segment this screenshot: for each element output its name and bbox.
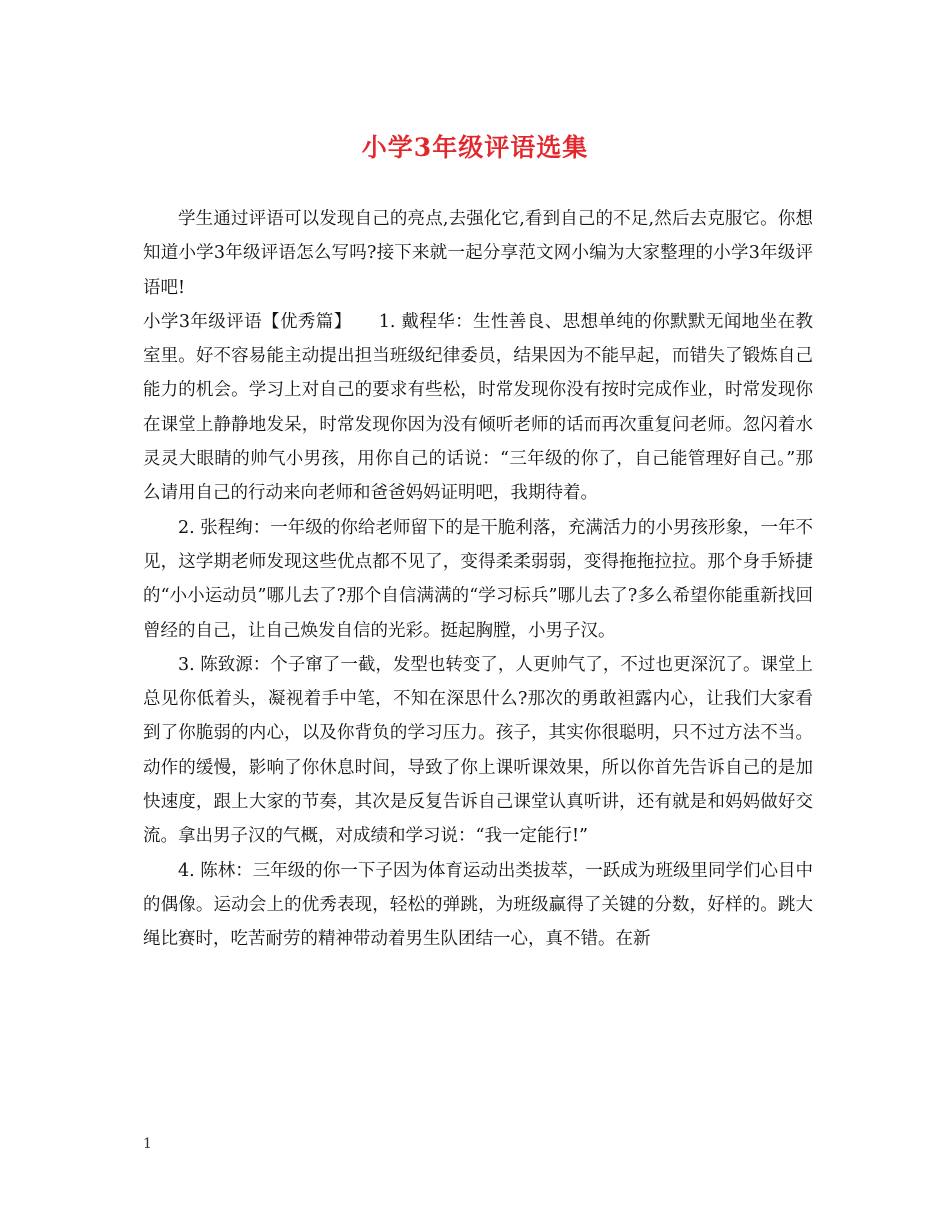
document-body <box>143 202 813 957</box>
section-heading: 小学3年级评语【优秀篇】 <box>143 311 343 332</box>
comment-entry-1: 1. 戴程华：生性善良、思想单纯的你默默无闻地坐在教室里。好不容易能主动提出担当班级纪律委员，结果因为不能早起，而错失了锻炼自己能力的机会。学习上对自己的要求有些松，时常发现你没有按时完成作业，时常发现你在课堂上静静地发呆，时常发现你因为没有倾听老师的话而再次重复问老师。忽闪着水灵灵大眼睛的帅气小男孩，用你自己的话说：“三年级的你了，自己能管理好自己。”那么请用自己的行动来向老师和爸爸妈妈证明吧，我期待着。 <box>143 311 814 504</box>
intro-paragraph: 学生通过评语可以发现自己的亮点,去强化它,看到自己的不足,然后去克服它。你想知道小学3年级评语怎么写吗?接下来就一起分享范文网小编为大家整理的小学3年级评语吧! <box>143 209 813 298</box>
section-spacer <box>343 312 379 332</box>
page-number: 1 <box>143 1136 152 1152</box>
section-1-paragraph <box>143 305 813 511</box>
comment-entry-3: 3. 陈致源：个子窜了一截，发型也转变了，人更帅气了，不过也更深沉了。课堂上总见你低着头，凝视着手中笔，不知在深思什么?那次的勇敢袒露内心，让我们大家看到了你脆弱的内心，以及你背负的学习压力。孩子，其实你很聪明，只不过方法不当。动作的缓慢，影响了你休息时间，导致了你上课听课效果，所以你首先告诉自己的是加快速度，跟上大家的节奏，其次是反复告诉自己课堂认真听讲，还有就是和妈妈做好交流。拿出男子汉的气概，对成绩和学习说：“我一定能行!” <box>143 654 813 847</box>
comment-entry-2: 2. 张程绚：一年级的你给老师留下的是干脆利落，充满活力的小男孩形象，一年不见，这学期老师发现这些优点都不见了，变得柔柔弱弱，变得拖拖拉拉。那个身手矫捷的“小小运动员”哪儿去了?那个自信满满的“学习标兵”哪儿去了?多么希望你能重新找回曾经的自己，让自己焕发自信的光彩。挺起胸膛，小男子汉。 <box>143 517 813 641</box>
document-title: 小学3年级评语选集 <box>361 133 589 162</box>
comment-entry-4: 4. 陈林：三年级的你一下子因为体育运动出类拔萃，一跃成为班级里同学们心目中的偶像。运动会上的优秀表现，轻松的弹跳，为班级赢得了关键的分数，好样的。跳大绳比赛时，吃苦耐劳的精神带动着男生队团结一心，真不错。在新 <box>143 860 813 950</box>
